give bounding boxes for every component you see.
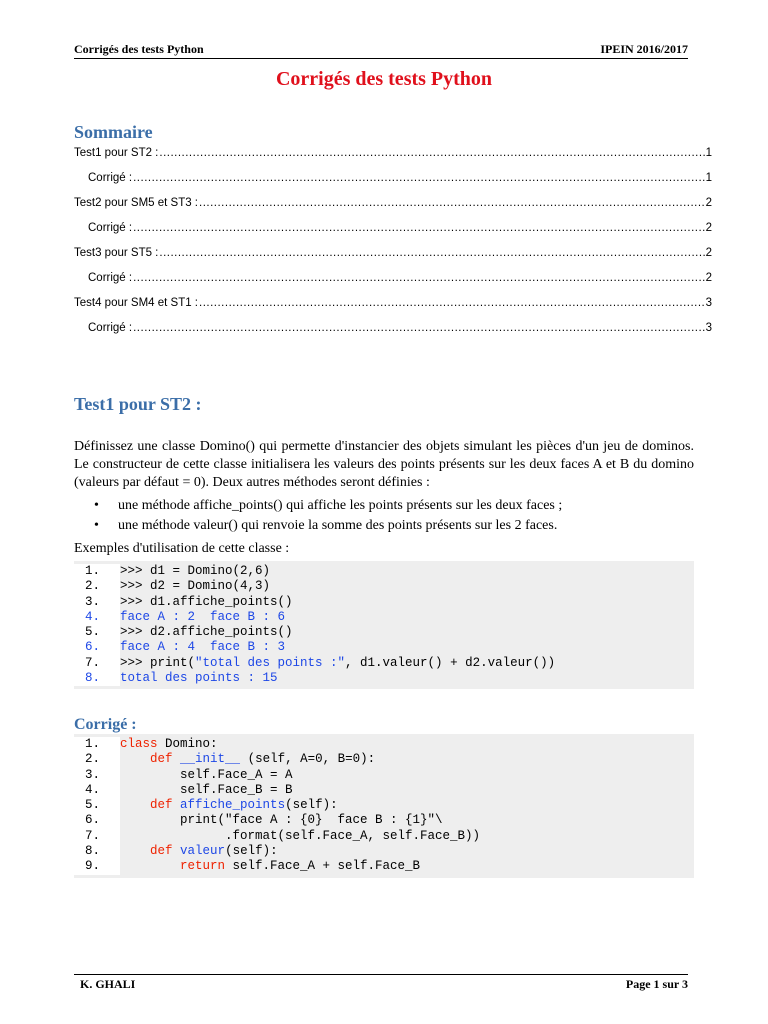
code-text: def __init__ (self, A=0, B=0):	[150, 752, 376, 767]
toc-leader-dots	[133, 322, 704, 334]
code-line	[74, 640, 694, 655]
line-number: 2.	[74, 579, 120, 594]
toc-entry-label: Corrigé :	[88, 172, 133, 184]
code-text: face A : 2 face B : 6	[120, 609, 286, 624]
code-text: >>> d1 = Domino(2,6)	[120, 564, 271, 578]
code-text: >>> d2 = Domino(4,3)	[120, 579, 271, 594]
code-line	[74, 737, 694, 752]
code-text: print("face A : {0} face B : {1}"\	[120, 813, 443, 828]
examples-label: Exemples d'utilisation de cette classe :	[74, 541, 290, 556]
solution-code-block	[74, 734, 694, 878]
toc-leader-dots	[159, 247, 704, 259]
toc-entry-page: 3	[705, 322, 712, 334]
toc-entry-page: 1	[705, 147, 712, 159]
toc-entry[interactable]	[88, 172, 712, 184]
code-line	[74, 579, 694, 594]
toc-entry-page: 3	[705, 297, 712, 309]
toc-entry[interactable]	[88, 222, 712, 234]
toc-leader-dots	[133, 222, 704, 234]
toc-entry[interactable]	[88, 322, 712, 334]
code-line	[74, 595, 694, 610]
code-line	[74, 656, 694, 671]
code-text: >>> d1.affiche_points()	[120, 594, 293, 609]
code-line	[74, 829, 694, 844]
line-number: 6.	[74, 640, 120, 655]
code-text: class Domino:	[120, 737, 218, 751]
footer-page-number: Page 1 sur 3	[625, 977, 688, 991]
toc-entry[interactable]	[88, 272, 712, 284]
header-left: Corrigés des tests Python	[74, 42, 204, 56]
code-text: >>> print("total des points :", d1.valeur() + d2.valeur())	[120, 655, 556, 670]
toc-heading: Sommaire	[74, 122, 153, 142]
code-text: total des points : 15	[120, 671, 278, 686]
toc-leader-dots	[199, 197, 705, 209]
toc-entry[interactable]	[74, 297, 712, 309]
line-number: 3.	[74, 768, 120, 783]
code-line	[74, 783, 694, 798]
toc-entry-label: Corrigé :	[88, 322, 133, 334]
line-number: 5.	[74, 798, 120, 813]
section-heading-test1: Test1 pour ST2 :	[74, 394, 202, 414]
code-text: def valeur(self):	[150, 844, 278, 859]
code-line	[74, 798, 694, 813]
toc-entry-label: Test3 pour ST5 :	[74, 247, 159, 259]
code-text: >>> d2.affiche_points()	[120, 625, 293, 640]
toc-entry-label: Test4 pour SM4 et ST1 :	[74, 297, 199, 309]
code-line	[74, 671, 694, 686]
line-number: 2.	[74, 752, 120, 767]
line-number: 7.	[74, 656, 120, 671]
toc-leader-dots	[159, 147, 704, 159]
page-header	[74, 42, 688, 59]
toc-entry-page: 2	[705, 197, 712, 209]
code-line	[74, 625, 694, 640]
code-text: .format(self.Face_A, self.Face_B))	[120, 828, 481, 843]
toc-entry-label: Test1 pour ST2 :	[74, 147, 159, 159]
exercise-paragraph: Définissez une classe Domino() qui permette d'instancier des objets simulant les pièces d'un jeu de dominos. Le constructeur de cette classe initialisera les valeurs des points présents sur les deux faces A et B du domino (valeurs par défaut = 0). Deux autres méthodes seront définies :	[74, 439, 694, 490]
toc-leader-dots	[133, 272, 704, 284]
code-text: self.Face_B = B	[120, 782, 293, 797]
code-line	[74, 564, 694, 579]
line-number: 5.	[74, 625, 120, 640]
toc-leader-dots	[133, 172, 704, 184]
code-text: face A : 4 face B : 3	[120, 640, 286, 655]
line-number: 7.	[74, 829, 120, 844]
line-number: 6.	[74, 813, 120, 828]
line-number: 4.	[74, 610, 120, 625]
header-right: IPEIN 2016/2017	[600, 42, 688, 56]
line-number: 1.	[74, 737, 120, 752]
toc-entry-label: Corrigé :	[88, 222, 133, 234]
toc-entry[interactable]	[74, 247, 712, 259]
line-number: 1.	[74, 564, 120, 579]
toc-entry[interactable]	[74, 197, 712, 209]
code-line	[74, 859, 694, 874]
toc-entry-label: Test2 pour SM5 et ST3 :	[74, 197, 199, 209]
code-line	[74, 813, 694, 828]
line-number: 4.	[74, 783, 120, 798]
toc-entry-page: 2	[705, 222, 712, 234]
code-line	[74, 752, 694, 767]
code-line	[74, 768, 694, 783]
line-number: 8.	[74, 844, 120, 859]
toc-entry-page: 1	[705, 172, 712, 184]
method-list	[94, 496, 562, 536]
line-number: 9.	[74, 859, 120, 874]
list-item: • une méthode affiche_points() qui affiche les points présents sur les deux faces ;	[94, 496, 562, 516]
code-text: self.Face_A = A	[120, 767, 293, 782]
code-line	[74, 610, 694, 625]
code-line	[74, 844, 694, 859]
page-footer	[74, 974, 688, 991]
line-number: 3.	[74, 595, 120, 610]
section-heading-corrige: Corrigé :	[74, 716, 137, 733]
toc-entry-label: Corrigé :	[88, 272, 133, 284]
page-title: Corrigés des tests Python	[275, 68, 493, 90]
toc-entry-page: 2	[705, 272, 712, 284]
toc-leader-dots	[199, 297, 705, 309]
code-text: return self.Face_A + self.Face_B	[180, 859, 421, 874]
toc-entry-page: 2	[705, 247, 712, 259]
code-text: def affiche_points(self):	[150, 798, 338, 813]
list-item: • une méthode valeur() qui renvoie la somme des points présents sur les 2 faces.	[94, 516, 562, 536]
footer-author: K. GHALI	[80, 977, 136, 991]
toc-entry[interactable]	[74, 147, 712, 159]
line-number: 8.	[74, 671, 120, 686]
example-code-block	[74, 561, 694, 689]
